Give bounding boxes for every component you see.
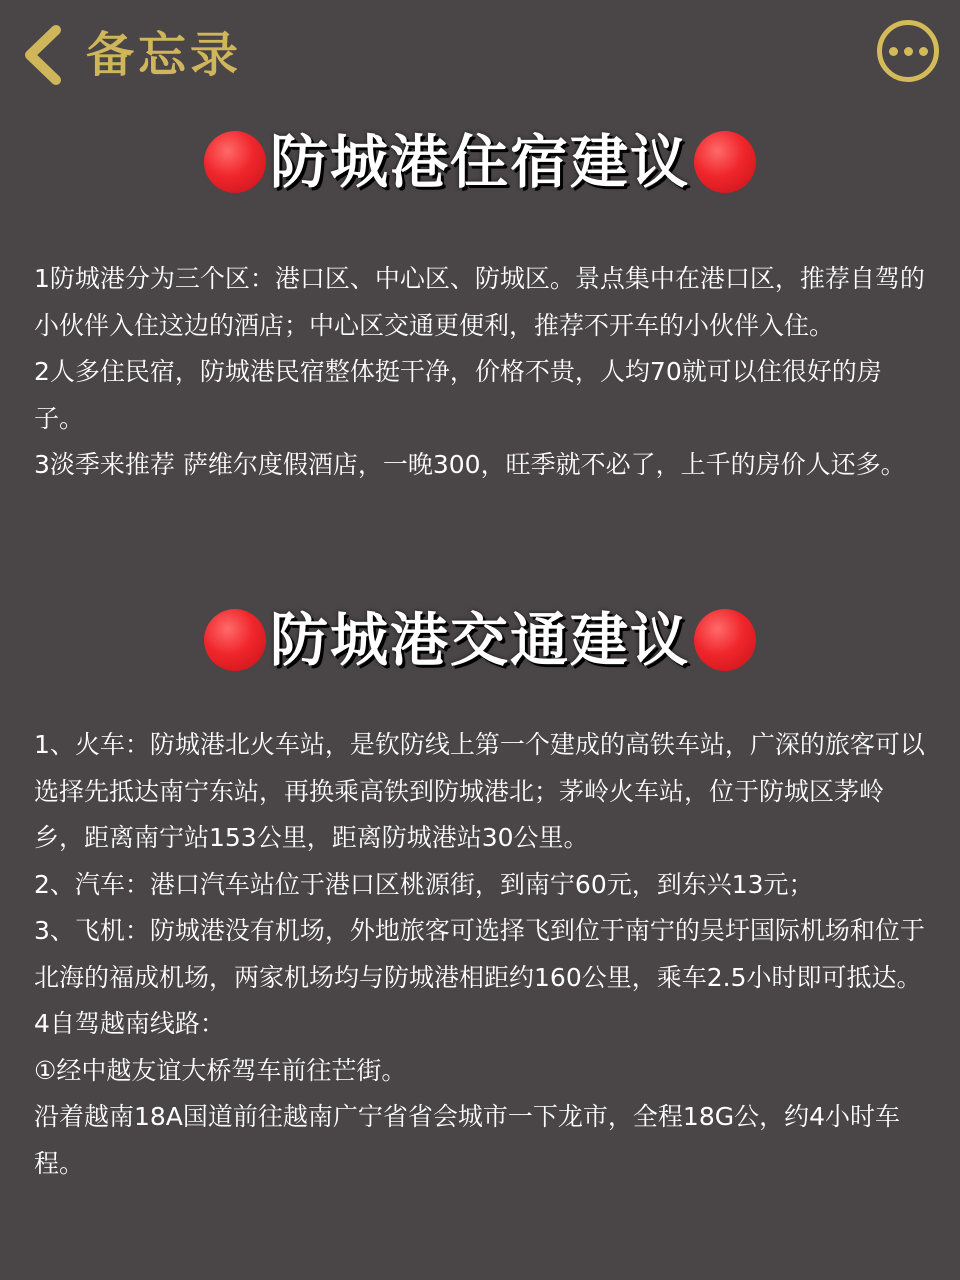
ellipsis-icon	[919, 47, 928, 56]
paragraph: 沿着越南18A国道前往越南广宁省省会城市一下龙市，全程18G公，约4小时车程。	[34, 1102, 901, 1178]
section-heading-transport	[0, 600, 960, 680]
ellipsis-icon	[889, 47, 898, 56]
chevron-left-icon	[18, 24, 66, 86]
section-title: 防城港交通建议	[269, 606, 690, 674]
section-body-transport	[34, 722, 928, 1187]
paragraph: 2、汽车：港口汽车站位于港口区桃源街，到南宁60元，到东兴13元；	[34, 869, 814, 899]
paragraph: 4自驾越南线路：	[34, 1009, 225, 1038]
section-title: 防城港住宿建议	[269, 128, 690, 196]
back-button[interactable]	[18, 22, 242, 88]
paragraph: 1防城港分为三个区：港口区、中心区、防城区。景点集中在港口区，推荐自驾的小伙伴入住这边的酒店；中心区交通更便利，推荐不开车的小伙伴入住。	[34, 264, 925, 340]
paragraph: 3淡季来推荐 萨维尔度假酒店，一晚300，旺季就不必了，上千的房价人还多。	[34, 450, 906, 479]
section-heading-lodging	[0, 122, 960, 202]
paragraph: 1、火车：防城港北火车站，是钦防线上第一个建成的高铁车站，广深的旅客可以选择先抵达南宁东站，再换乘高铁到防城港北；茅岭火车站，位于防城区茅岭乡，距离南宁站153公里，距离防城港站30公里。	[34, 730, 925, 852]
more-button[interactable]	[877, 20, 939, 82]
paragraph: ①经中越友谊大桥驾车前往芒街。	[34, 1055, 407, 1085]
nav-bar	[0, 0, 960, 110]
ellipsis-icon	[904, 47, 913, 56]
paragraph: 2人多住民宿，防城港民宿整体挺干净，价格不贵，人均70就可以住很好的房子。	[34, 357, 882, 433]
section-body-lodging	[34, 256, 928, 489]
red-circle-icon	[694, 609, 756, 671]
red-circle-icon	[204, 609, 266, 671]
nav-title: 备忘录	[86, 27, 243, 83]
red-circle-icon	[204, 131, 266, 193]
red-circle-icon	[694, 131, 756, 193]
paragraph: 3、飞机：防城港没有机场，外地旅客可选择飞到位于南宁的吴圩国际机场和位于北海的福成机场，两家机场均与防城港相距约160公里，乘车2.5小时即可抵达。	[34, 916, 925, 992]
